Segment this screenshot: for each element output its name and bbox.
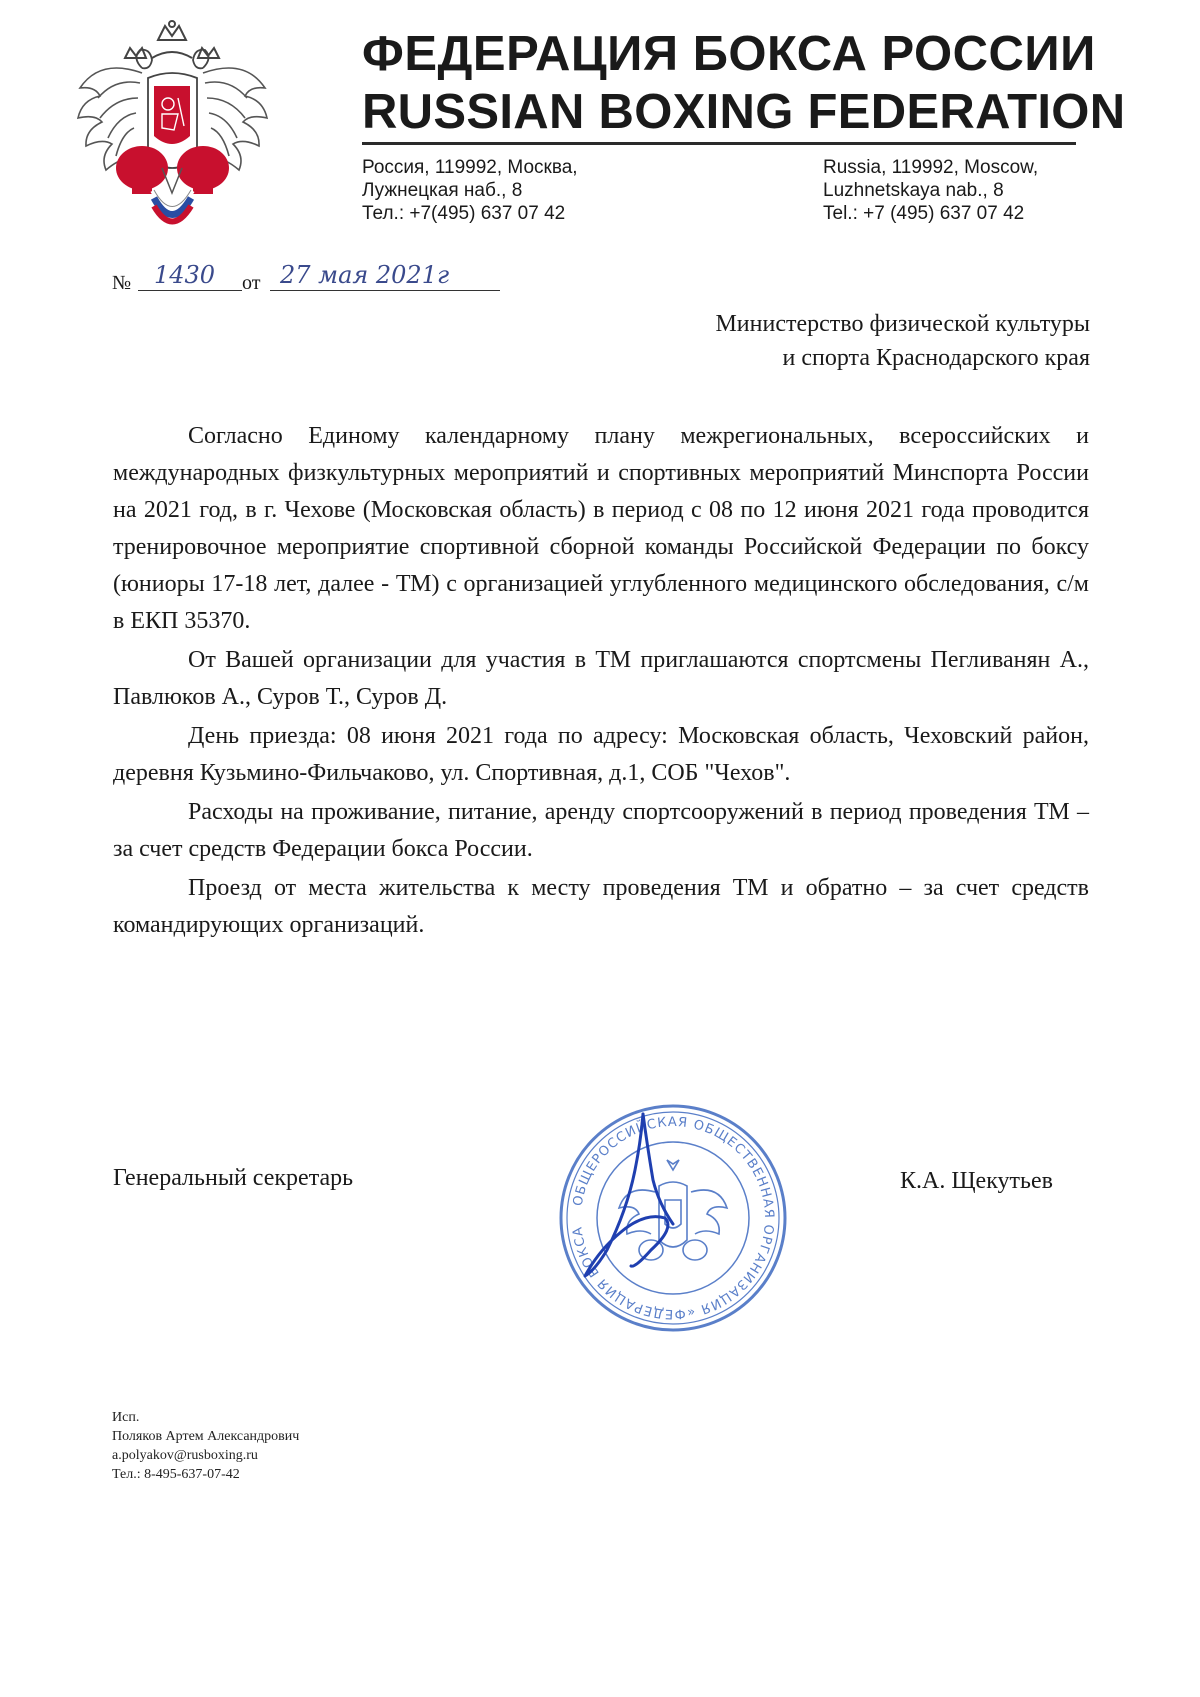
body-paragraph-2: От Вашей организации для участия в ТМ приглашаются спортсмены Пегливанян А., Павлюков А., Суров Т., Суров Д. bbox=[113, 647, 1089, 710]
registration-number-label: № bbox=[112, 272, 132, 294]
addressee-block bbox=[715, 307, 1090, 375]
registration-number-value: 1430 bbox=[138, 261, 242, 291]
org-name-en: RUSSIAN BOXING FEDERATION bbox=[362, 85, 1126, 139]
executor-name: Поляков Артем Александрович bbox=[112, 1429, 300, 1444]
federation-emblem-logo bbox=[70, 18, 275, 238]
address-ru-line-1: Россия, 119992, Москва, bbox=[362, 157, 578, 178]
registration-date-label: от bbox=[242, 272, 261, 294]
signatory-name: К.А. Щекутьев bbox=[900, 1168, 1053, 1194]
official-stamp bbox=[555, 1100, 791, 1336]
body-paragraph-5: Проезд от места жительства к месту проведения ТМ и обратно – за счет средств командирующих организаций. bbox=[113, 875, 1089, 938]
registration-line bbox=[112, 261, 512, 299]
address-en-line-3: Tel.: +7 (495) 637 07 42 bbox=[823, 203, 1025, 224]
signatory-title: Генеральный секретарь bbox=[113, 1165, 354, 1191]
address-ru bbox=[362, 156, 578, 225]
addressee-line-1: Министерство физической культуры bbox=[715, 311, 1090, 337]
address-ru-line-2: Лужнецкая наб., 8 bbox=[362, 180, 523, 201]
body-paragraph-3: День приезда: 08 июня 2021 года по адресу: Московская область, Чеховский район, деревня Кузьмино-Фильчаково, ул. Спортивная, д.1, СОБ "Чехов". bbox=[113, 723, 1089, 786]
address-en-line-1: Russia, 119992, Moscow, bbox=[823, 157, 1039, 178]
executor-email: a.polyakov@rusboxing.ru bbox=[112, 1448, 258, 1463]
executor-label: Исп. bbox=[112, 1410, 140, 1425]
body-paragraph-4: Расходы на проживание, питание, аренду спортсооружений в период проведения ТМ – за счет средств Федерации бокса России. bbox=[113, 799, 1089, 862]
org-name-ru: ФЕДЕРАЦИЯ БОКСА РОССИИ bbox=[362, 27, 1096, 81]
registration-date-value: 27 мая 2021г bbox=[270, 261, 500, 291]
letter-body bbox=[113, 418, 1089, 944]
address-ru-line-3: Тел.: +7(495) 637 07 42 bbox=[362, 203, 566, 224]
executor-block bbox=[112, 1408, 299, 1484]
body-paragraph-1: Согласно Единому календарному плану межрегиональных, всероссийских и международных физкультурных мероприятий и спортивных мероприятий Минспорта России на 2021 год, в г. Чехове (Московская область) в период с 08 по 12 июня 2021 года проводится тренировочное мероприятие спортивной сборной команды Российской Федерации по боксу (юниоры 17-18 лет, далее - ТМ) с организацией углубленного медицинского обследования, с/м в ЕКП 35370. bbox=[113, 423, 1089, 634]
address-en-line-2: Luzhnetskaya nab., 8 bbox=[823, 180, 1004, 201]
executor-phone: Тел.: 8-495-637-07-42 bbox=[112, 1467, 240, 1482]
header-divider bbox=[362, 142, 1076, 145]
addressee-line-2: и спорта Краснодарского края bbox=[782, 345, 1090, 371]
svg-text:ОБЩЕРОССИЙСКАЯ ОБЩЕСТВЕННАЯ ОР: ОБЩЕРОССИЙСКАЯ ОБЩЕСТВЕННАЯ ОРГАНИЗАЦИЯ «ФЕДЕРАЦИЯ БОКСА bbox=[570, 1114, 777, 1322]
address-en bbox=[823, 156, 1038, 225]
